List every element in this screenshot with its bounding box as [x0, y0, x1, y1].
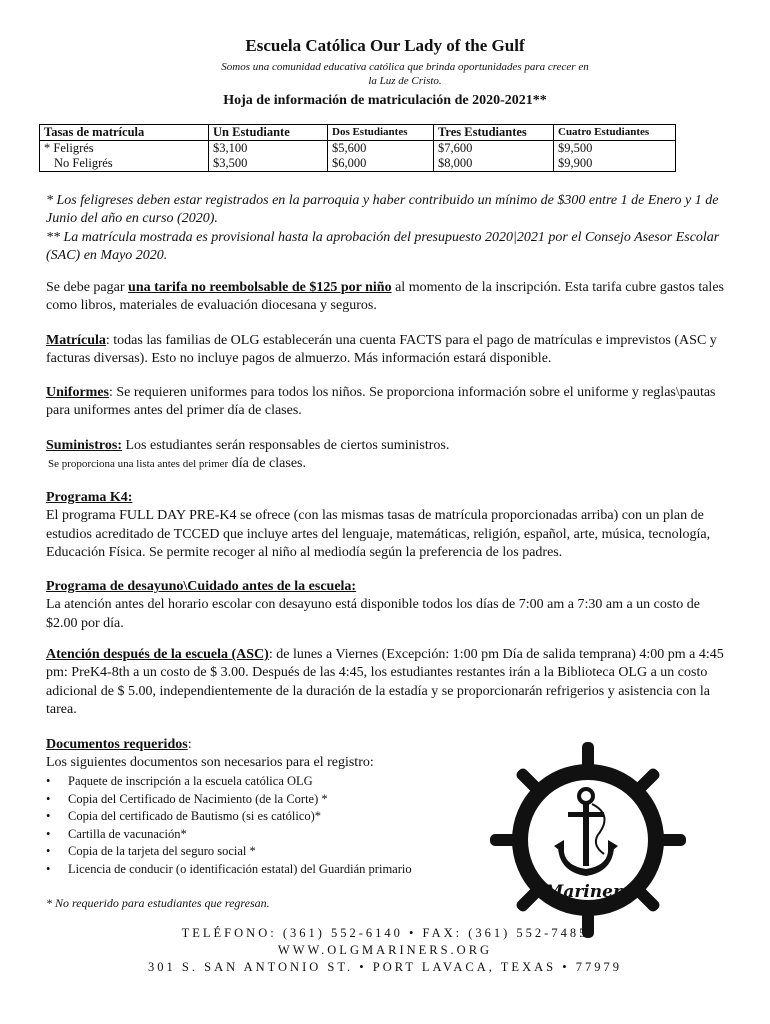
breakfast-text: La atención antes del horario escolar con desayuno está disponible todos los días de 7:00 am a 7:30 am a un costo de $2.00 por día.	[46, 597, 700, 631]
footer-phone-fax: TELÉFONO: (361) 552-6140 • FAX: (361) 552-7485	[181, 926, 589, 940]
table-header-row	[40, 125, 676, 141]
list-item: • Copia del Certificado de Nacimiento (de la Corte) *	[46, 791, 412, 809]
breakfast-heading: Programa de desayuno\Cuidado antes de la escuela:	[46, 579, 357, 594]
school-motto	[185, 60, 625, 88]
k4-text: El programa FULL DAY PRE-K4 se ofrece (con las mismas tasas de matrícula proporcionadas arriba) con un plan de estudios acreditado de TCCED que incluye artes del lenguaje, matemáticas, religión, español, arte, música, tecnología, Educación Física. Se permite recoger al niño al mediodía según la preferencia de los padres.	[46, 508, 711, 561]
tuition-provisional-note: ** La matrícula mostrada es provisional hasta la aprobación del presupuesto 2020|2021 por el Consejo Asesor Escolar (SAC) en Mayo 2020.	[46, 230, 720, 264]
list-item: • Copia del certificado de Bautismo (si es católico)*	[46, 808, 412, 826]
table-header-cell: Tasas de matrícula	[40, 125, 209, 141]
tuition-section	[46, 332, 726, 369]
uniforms-text: : Se requieren uniformes para todos los niños. Se proporciona información sobre el uniforme y reglas\pautas para uniformes antes del primer día de clases.	[46, 385, 716, 419]
list-item: • Paquete de inscripción a la escuela católica OLG	[46, 773, 412, 791]
table-cell: $9,900	[554, 156, 676, 172]
fee-amount: una tarifa no reembolsable de $125 por niño	[128, 280, 392, 295]
tuition-table	[39, 124, 676, 172]
documents-footnote: * No requerido para estudiantes que regresan.	[46, 896, 270, 910]
tuition-heading: Matrícula	[46, 333, 106, 348]
list-item: • Copia de la tarjeta del seguro social *	[46, 843, 412, 861]
table-cell: No Feligrés	[40, 156, 209, 172]
uniforms-heading: Uniformes	[46, 385, 109, 400]
fee-text-post: al momento de la inscripción. Esta tarifa cubre gastos tales como libros, materiales de evaluación diocesana y seguros.	[46, 280, 724, 314]
table-cell: $7,600	[434, 141, 554, 157]
fee-text-pre: Se debe pagar	[46, 280, 129, 295]
k4-heading: Programa K4:	[46, 490, 133, 505]
school-title: Escuela Católica Our Lady of the Gulf	[245, 36, 525, 55]
after-school-section	[46, 646, 726, 720]
table-row	[40, 156, 676, 172]
tuition-text: : todas las familias de OLG establecerán una cuenta FACTS para el pago de matrículas e imprevistos (ASC y facturas diversas). Esto no incluye pagos de almuerzo. Más información estará disponible.	[46, 333, 717, 367]
table-header-cell: Un Estudiante	[209, 125, 328, 141]
documents-list	[46, 773, 412, 878]
logo-text: Mariners	[544, 882, 632, 902]
footer-website: WWW.OLGMARINERS.ORG	[277, 943, 493, 957]
table-cell: $3,100	[209, 141, 328, 157]
table-header-cell: Dos Estudiantes	[328, 125, 434, 141]
table-header-cell: Tres Estudiantes	[434, 125, 554, 141]
documents-intro: Los siguientes documentos son necesarios para el registro:	[46, 755, 374, 771]
breakfast-section	[46, 578, 726, 633]
documents-colon: :	[187, 737, 192, 752]
ship-wheel-anchor-logo	[488, 740, 688, 940]
supplies-section	[46, 437, 726, 474]
documents-heading: Documentos requeridos	[46, 737, 188, 752]
uniforms-section	[46, 384, 726, 421]
footer-address: 301 S. SAN ANTONIO ST. • PORT LAVACA, TEXAS • 77979	[148, 960, 622, 974]
motto-line-1: Somos una comunidad educativa católica que brinda oportunidades para crecer en	[221, 61, 589, 73]
sheet-title: Hoja de información de matriculación de 2020-2021**	[223, 93, 547, 108]
k4-section	[46, 489, 726, 563]
list-item: • Cartilla de vacunación*	[46, 826, 412, 844]
table-cell: $8,000	[434, 156, 554, 172]
parishioner-note: * Los feligreses deben estar registrados en la parroquia y haber contribuido un mínimo de $300 entre 1 de Enero y 1 de Junio del año en curso (2020).	[46, 193, 719, 227]
table-cell: * Feligrés	[40, 141, 209, 157]
supplies-text: Los estudiantes serán responsables de ciertos suministros.	[121, 438, 450, 453]
table-cell: $3,500	[209, 156, 328, 172]
registration-fee-paragraph	[46, 279, 726, 316]
supplies-list-note-end: día de clases.	[228, 456, 306, 472]
motto-line-2: la Luz de Cristo.	[368, 75, 442, 87]
supplies-heading: Suministros:	[46, 438, 122, 453]
list-item: • Licencia de conducir (o identificación estatal) del Guardián primario	[46, 861, 412, 879]
table-cell: $5,600	[328, 141, 434, 157]
after-school-heading: Atención después de la escuela (ASC)	[46, 647, 269, 662]
after-school-text: : de lunes a Viernes (Excepción: 1:00 pm Día de salida temprana) 4:00 pm a 4:45 pm: PreK4-8th a un costo de $ 3.00. Después de las 4:45, los estudiantes restantes irán a la Biblioteca OLG a un costo adicional de $ 5.00, independientemente de la duración de la estadía y se proporcionarán refrigerios y asistencia con la tarea.	[46, 647, 724, 718]
table-row	[40, 141, 676, 157]
table-cell: $6,000	[328, 156, 434, 172]
table-cell: $9,500	[554, 141, 676, 157]
supplies-list-note: Se proporciona una lista antes del primer	[48, 458, 229, 471]
table-header-cell: Cuatro Estudiantes	[554, 125, 676, 141]
